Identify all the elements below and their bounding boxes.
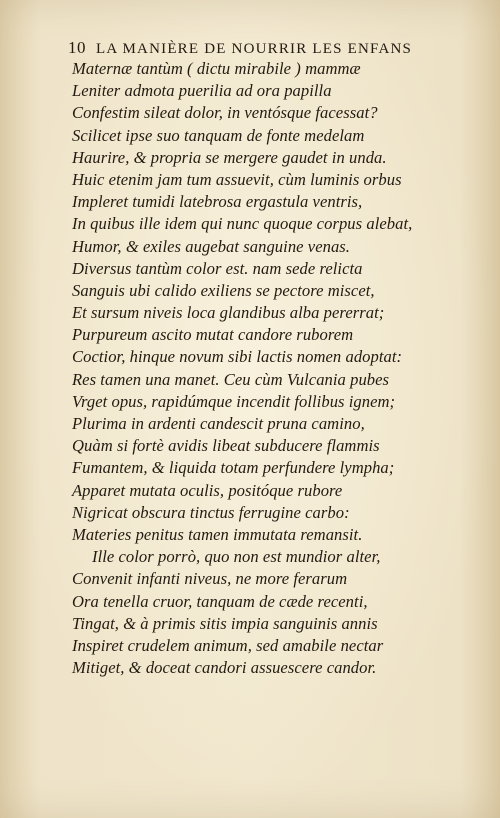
verse-line: Coctior, hinque novum sibi lactis nomen adoptat: bbox=[72, 347, 403, 367]
verse-line: Humor, & exiles augebat sanguine venas. bbox=[72, 236, 351, 256]
verse-line: Scilicet ipse suo tanquam de fonte medelam bbox=[72, 125, 365, 145]
verse-line: Huic etenim jam tum assuevit, cùm luminis orbus bbox=[72, 169, 402, 189]
verse-line: Vrget opus, rapidúmque incendit follibus ignem; bbox=[72, 391, 396, 411]
verse-line: Plurima in ardenti candescit pruna camino, bbox=[72, 414, 365, 433]
verse-line: Sanguis ubi calido exiliens se pectore miscet, bbox=[72, 280, 375, 300]
verse-line: In quibus ille idem qui nunc quoque corpus alebat, bbox=[72, 214, 413, 234]
verse-line: Maternæ tantùm ( dictu mirabile ) mammæ bbox=[72, 59, 361, 78]
verse-line: Quàm si fortè avidis libeat subducere flammis bbox=[72, 436, 380, 456]
verse-line: Inspiret crudelem animum, sed amabile nectar bbox=[72, 635, 384, 655]
verse-line: Apparet mutata oculis, positóque rubore bbox=[72, 480, 343, 500]
verse-line: Confestim sileat dolor, in ventósque facessat? bbox=[72, 103, 378, 123]
verse-line: Nigricat obscura tinctus ferrugine carbo: bbox=[72, 502, 350, 522]
verse-line: Tingat, & à primis sitis impia sanguinis annis bbox=[72, 613, 378, 633]
verse-line: Ille color porrò, quo non est mundior alter, bbox=[92, 547, 381, 567]
page-number: 10 bbox=[68, 38, 86, 57]
verse-line: Et sursum niveis loca glandibus alba pererrat; bbox=[72, 303, 385, 323]
poem-text bbox=[72, 58, 482, 679]
verse-line: Convenit infanti niveus, ne more ferarum bbox=[72, 569, 348, 589]
verse-line: Ora tenella cruor, tanquam de cæde recenti, bbox=[72, 591, 368, 611]
verse-line: Impleret tumidi latebrosa ergastula ventris, bbox=[72, 192, 363, 212]
verse-line: Res tamen una manet. Ceu cùm Vulcania pubes bbox=[72, 369, 390, 389]
verse-line: Fumantem, & liquida totam perfundere lympha; bbox=[72, 458, 395, 478]
verse-line: Diversus tantùm color est. nam sede relicta bbox=[72, 258, 363, 278]
verse-line: Purpureum ascito mutat candore ruborem bbox=[72, 325, 354, 345]
verse-line: Materies penitus tamen immutata remansit. bbox=[72, 524, 363, 544]
verse-line: Mitiget, & doceat candori assuescere candor. bbox=[72, 658, 377, 678]
verse-line: Leniter admota puerilia ad ora papilla bbox=[72, 81, 332, 101]
running-title: LA MANIÈRE DE NOURRIR LES ENFANS bbox=[96, 41, 413, 57]
running-head bbox=[68, 38, 412, 60]
verse-line: Haurire, & propria se mergere gaudet in unda. bbox=[72, 147, 387, 167]
